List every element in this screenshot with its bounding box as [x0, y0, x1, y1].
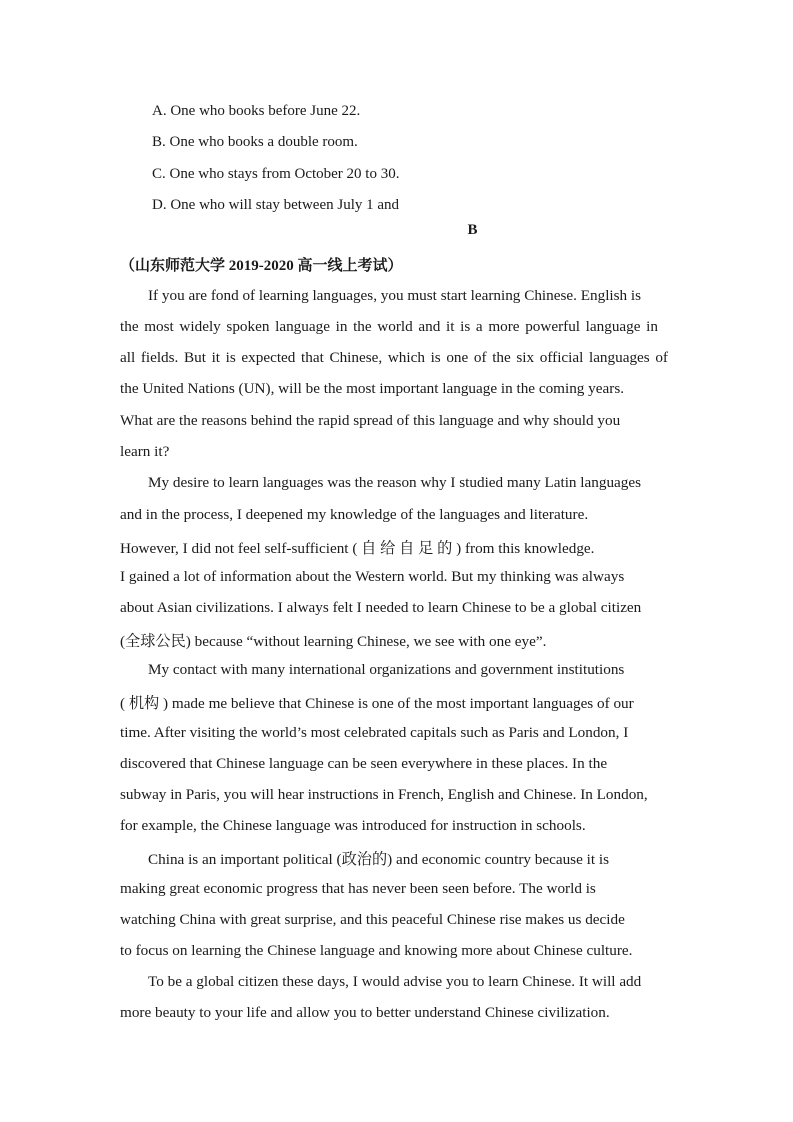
passage-line: However, I did not feel self-sufficient ( 自 给 自 足 的 ) from this knowledge.	[120, 540, 595, 557]
passage-line: I gained a lot of information about the Western world. But my thinking was always	[120, 568, 625, 585]
passage-line: the most widely spoken language in the world and it is a more powerful language in	[120, 318, 658, 335]
passage-line: What are the reasons behind the rapid spread of this language and why should you	[120, 412, 621, 429]
passage-line: subway in Paris, you will hear instructions in French, English and Chinese. In London,	[120, 786, 648, 803]
passage-line: making great economic progress that has never been seen before. The world is	[120, 880, 596, 897]
passage-line: about Asian civilizations. I always felt I needed to learn Chinese to be a global citizen	[120, 599, 642, 616]
passage-line: for example, the Chinese language was introduced for instruction in schools.	[120, 817, 586, 834]
passage-line: more beauty to your life and allow you to better understand Chinese civilization.	[120, 1004, 610, 1021]
option-d: D. One who will stay between July 1 and	[152, 197, 400, 213]
passage-line: China is an important political (政治的) and economic country because it is	[148, 851, 609, 868]
passage-line: to focus on learning the Chinese language and knowing more about Chinese culture.	[120, 942, 633, 959]
passage-line: My contact with many international organizations and government institutions	[148, 661, 625, 678]
option-b: B. One who books a double room.	[152, 134, 358, 150]
passage-line: watching China with great surprise, and this peaceful Chinese rise makes us decide	[120, 911, 625, 928]
passage-line: the United Nations (UN), will be the most important language in the coming years.	[120, 380, 625, 397]
passage-line: My desire to learn languages was the reason why I studied many Latin languages	[148, 474, 642, 491]
source-note: （山东师范大学 2019-2020 高一线上考试）	[120, 258, 403, 274]
passage-line: To be a global citizen these days, I would advise you to learn Chinese. It will add	[148, 973, 642, 990]
passage-line: and in the process, I deepened my knowledge of the languages and literature.	[120, 506, 589, 523]
passage-line: all fields. But it is expected that Chinese, which is one of the six official languages of	[120, 349, 668, 366]
passage-line: learn it?	[120, 443, 170, 460]
passage-line: (全球公民) because “without learning Chinese, we see with one eye”.	[120, 633, 547, 650]
passage-line: ( 机构 ) made me believe that Chinese is one of the most important languages of our	[120, 695, 634, 712]
section-letter: B	[467, 222, 478, 238]
option-a: A. One who books before June 22.	[152, 103, 361, 119]
option-c: C. One who stays from October 20 to 30.	[152, 166, 400, 182]
passage-line: If you are fond of learning languages, you must start learning Chinese. English is	[148, 287, 642, 304]
passage-line: time. After visiting the world’s most celebrated capitals such as Paris and London, I	[120, 724, 629, 741]
passage-line: discovered that Chinese language can be seen everywhere in these places. In the	[120, 755, 608, 772]
